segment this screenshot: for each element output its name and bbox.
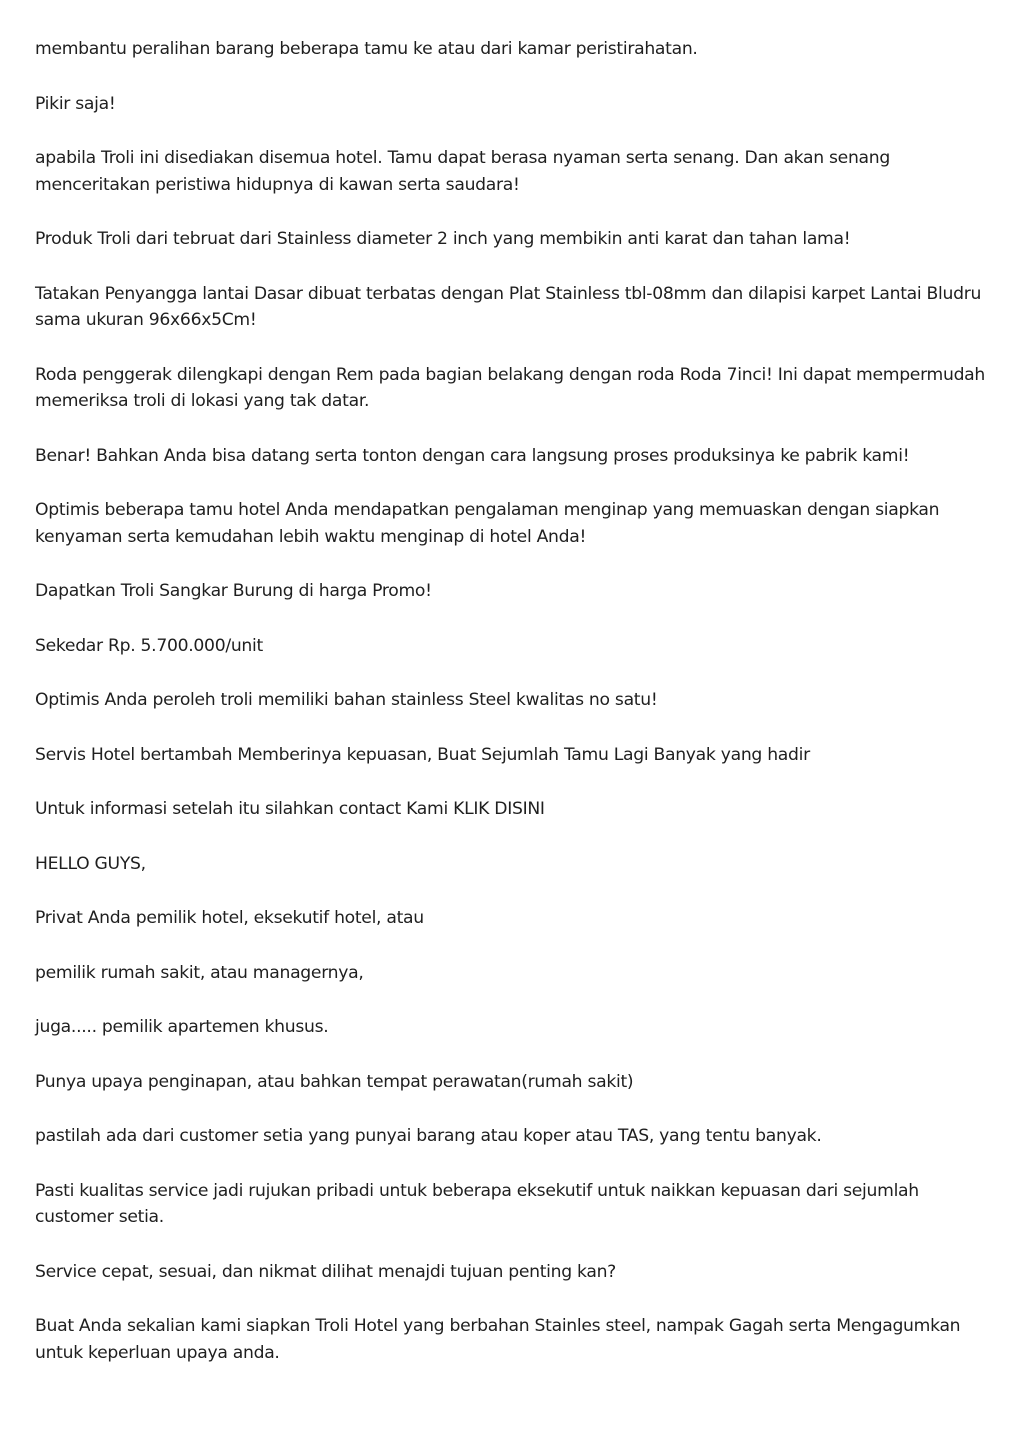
paragraph-6: Roda penggerak dilengkapi dengan Rem pada bagian belakang dengan roda Roda 7inci! Ini dapat mempermudah memeriksa troli di lokasi yang tak datar. — [35, 364, 986, 411]
greeting-paragraph: HELLO GUYS, — [35, 853, 146, 874]
price-paragraph: Sekedar Rp. 5.700.000/unit — [35, 635, 263, 656]
paragraph-2: Pikir saja! — [35, 93, 116, 114]
paragraph-21: Service cepat, sesuai, dan nikmat dilihat menajdi tujuan penting kan? — [35, 1261, 617, 1282]
paragraph-12: Servis Hotel bertambah Memberinya kepuasan, Buat Sejumlah Tamu Lagi Banyak yang hadir — [35, 744, 810, 765]
paragraph-9: Dapatkan Troli Sangkar Burung di harga Promo! — [35, 581, 432, 601]
paragraph-5: Tatakan Penyangga lantai Dasar dibuat terbatas dengan Plat Stainless tbl-08mm dan dilapisi karpet Lantai Bludru sama ukuran 96x66x5Cm! — [35, 283, 982, 330]
paragraph-22: Buat Anda sekalian kami siapkan Troli Hotel yang berbahan Stainles steel, nampak Gagah serta Mengagumkan untuk keperluan upaya anda. — [35, 1316, 961, 1363]
paragraph-16: pemilik rumah sakit, atau managernya, — [35, 962, 364, 983]
paragraph-20: Pasti kualitas service jadi rujukan pribadi untuk beberapa eksekutif untuk naikkan kepuasan dari sejumlah customer setia. — [35, 1180, 919, 1227]
paragraph-7: Benar! Bahkan Anda bisa datang serta tonton dengan cara langsung proses produksinya ke pabrik kami! — [35, 445, 910, 466]
contact-paragraph: Untuk informasi setelah itu silahkan contact Kami KLIK DISINI — [35, 799, 545, 819]
paragraph-15: Privat Anda pemilik hotel, eksekutif hotel, atau — [35, 908, 424, 928]
paragraph-8: Optimis beberapa tamu hotel Anda mendapatkan pengalaman menginap yang memuaskan dengan siapkan kenyaman serta kemudahan lebih waktu menginap di hotel Anda! — [35, 500, 940, 547]
paragraph-17: juga..... pemilik apartemen khusus. — [35, 1017, 329, 1037]
paragraph-4: Produk Troli dari tebruat dari Stainless diameter 2 inch yang membikin anti karat dan tahan lama! — [35, 229, 851, 249]
paragraph-19: pastilah ada dari customer setia yang punyai barang atau koper atau TAS, yang tentu banyak. — [35, 1126, 822, 1146]
paragraph-18: Punya upaya penginapan, atau bahkan tempat perawatan(rumah sakit) — [35, 1071, 634, 1092]
paragraph-1: membantu peralihan barang beberapa tamu ke atau dari kamar peristirahatan. — [35, 39, 698, 59]
document-body — [35, 36, 995, 1394]
paragraph-3: apabila Troli ini disediakan disemua hotel. Tamu dapat berasa nyaman serta senang. Dan akan senang menceritakan peristiwa hidupnya di kawan serta saudara! — [35, 148, 890, 195]
paragraph-11: Optimis Anda peroleh troli memiliki bahan stainless Steel kwalitas no satu! — [35, 690, 658, 710]
